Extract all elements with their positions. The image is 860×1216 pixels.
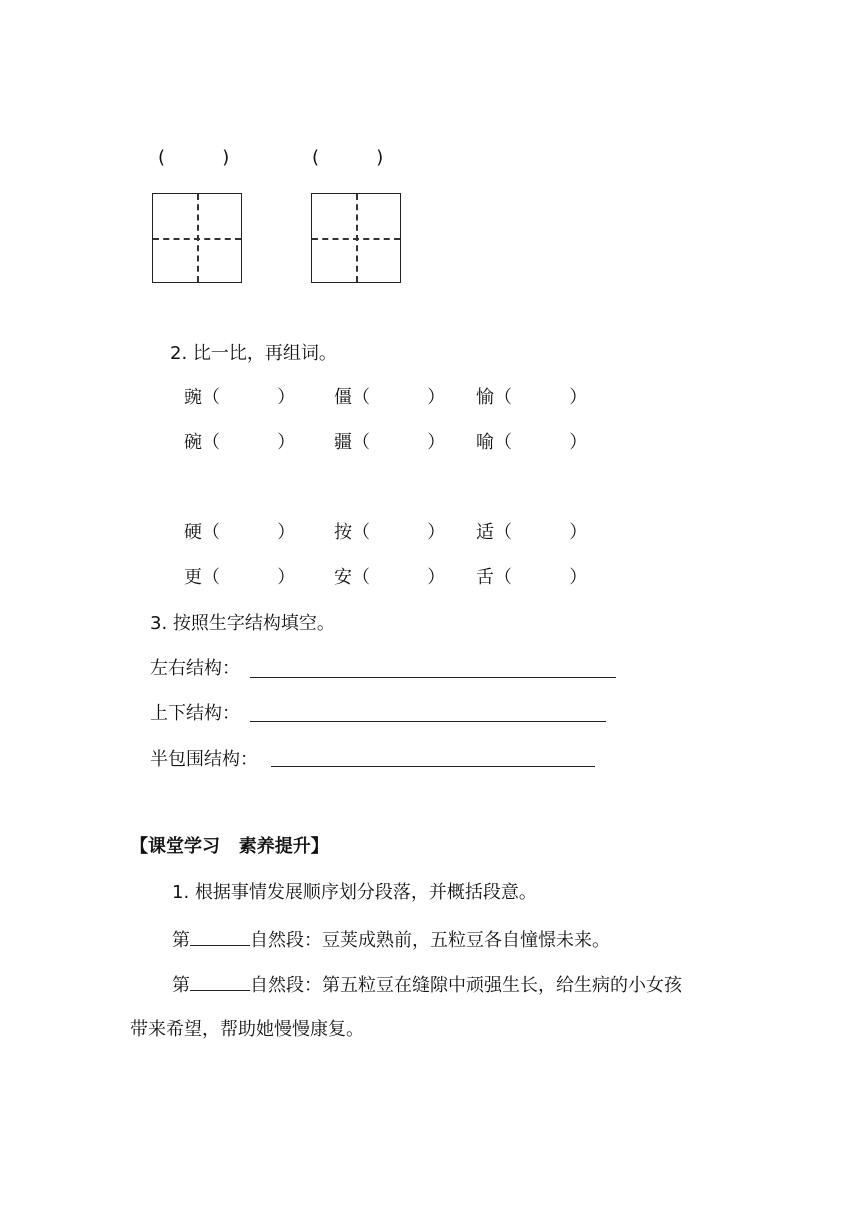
paragraph-item-2 <box>172 972 682 998</box>
q2-title: 2. 比一比，再组词。 <box>170 343 337 364</box>
q2-item: 适（ ） <box>476 522 588 543</box>
section-title: 【课堂学习 素养提升】 <box>130 836 329 857</box>
answer-line-half-surround[interactable] <box>271 766 595 767</box>
q2-item: 更（ ） <box>184 567 296 588</box>
q2-item: 豌（ ） <box>184 387 296 408</box>
writing-grid-2[interactable] <box>311 193 401 283</box>
q2-item: 安（ ） <box>334 567 446 588</box>
q2-item: 疆（ ） <box>334 432 446 453</box>
q2-item: 喻（ ） <box>476 432 588 453</box>
q3-label-left-right: 左右结构： <box>150 658 240 679</box>
item-prefix: 第 <box>172 930 190 951</box>
answer-line-left-right[interactable] <box>250 677 616 678</box>
section-q1-title: 1. 根据事情发展顺序划分段落，并概括段意。 <box>172 882 537 903</box>
q2-item: 僵（ ） <box>334 387 446 408</box>
answer-line-top-bottom[interactable] <box>250 721 606 722</box>
grid-guide-vertical <box>356 194 358 282</box>
paragraph-item-2-continued: 带来希望，帮助她慢慢康复。 <box>130 1019 364 1040</box>
item-text: 自然段：豆荚成熟前，五粒豆各自憧憬未来。 <box>250 930 610 951</box>
q2-item: 舌（ ） <box>476 567 588 588</box>
q3-title: 3. 按照生字结构填空。 <box>150 613 335 634</box>
q3-label-half-surround: 半包围结构： <box>150 749 258 770</box>
q2-item: 愉（ ） <box>476 387 588 408</box>
item-text: 自然段：第五粒豆在缝隙中顽强生长，给生病的小女孩 <box>250 975 682 996</box>
q2-item: 硬（ ） <box>184 522 296 543</box>
q2-item: 按（ ） <box>334 522 446 543</box>
q3-label-top-bottom: 上下结构： <box>150 703 240 724</box>
item-prefix: 第 <box>172 975 190 996</box>
paragraph-item-1 <box>172 927 610 953</box>
paragraph-blank-2[interactable] <box>190 972 250 991</box>
paragraph-blank-1[interactable] <box>190 927 250 946</box>
paren-blank-2: ( ) <box>312 147 384 168</box>
q2-item: 碗（ ） <box>184 432 296 453</box>
writing-grid-1[interactable] <box>152 193 242 283</box>
paren-blank-1: ( ) <box>158 147 230 168</box>
grid-guide-vertical <box>197 194 199 282</box>
